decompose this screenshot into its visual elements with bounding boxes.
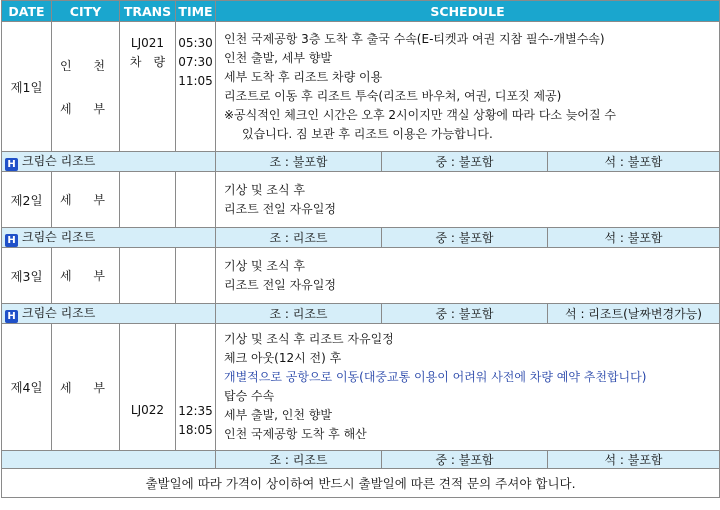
city-name	[52, 267, 119, 284]
trans-item: LJ022	[130, 403, 165, 417]
meal-breakfast: 조 : 불포함	[216, 152, 382, 172]
city-char: 인	[60, 58, 72, 73]
meal-breakfast: 조 : 리조트	[216, 304, 382, 324]
city-char: 부	[93, 193, 105, 207]
city-char: 세	[60, 101, 72, 116]
meal-breakfast: 조 : 리조트	[216, 451, 382, 469]
meal-lunch: 중 : 불포함	[382, 152, 548, 172]
day-row	[2, 248, 720, 304]
trans-item: 차 량	[129, 55, 166, 69]
trans-cell	[120, 22, 176, 152]
time-item: 12:35	[178, 404, 213, 418]
city-name	[52, 191, 119, 208]
schedule-cell	[216, 324, 720, 451]
hotel-icon: H	[5, 310, 18, 323]
day-row	[2, 22, 720, 152]
day-label: 제3일	[2, 248, 52, 304]
schedule-line: 세부 출발, 인천 향발	[224, 408, 332, 422]
city-char: 천	[93, 58, 105, 73]
trans-cell	[120, 248, 176, 304]
schedule-line: 인천 출발, 세부 향발	[224, 50, 332, 65]
schedule-cell	[216, 22, 720, 152]
day-row	[2, 172, 720, 228]
hotel-name: 크림슨 리조트	[22, 154, 96, 168]
time-cell	[176, 248, 216, 304]
header-time: TIME	[176, 1, 216, 22]
city-cell	[52, 172, 120, 228]
schedule-line: 기상 및 조식 후	[224, 182, 305, 197]
city-char: 부	[93, 269, 105, 283]
hotel-cell	[2, 228, 216, 248]
day-label: 제2일	[2, 172, 52, 228]
hotel-cell	[2, 451, 216, 469]
meal-dinner: 석 : 불포함	[548, 451, 720, 469]
header-trans: TRANS	[120, 1, 176, 22]
meal-dinner: 석 : 불포함	[548, 228, 720, 248]
hotel-name: 크림슨 리조트	[22, 230, 96, 244]
schedule-cell	[216, 172, 720, 228]
trans-cell	[120, 172, 176, 228]
hotel-icon: H	[5, 158, 18, 171]
city-cell	[52, 22, 120, 152]
time-item: 11:05	[178, 74, 213, 88]
day-label: 제1일	[2, 22, 52, 152]
city-char: 세	[60, 269, 72, 283]
schedule-line: 리조트 전일 자유일정	[224, 277, 336, 292]
meal-breakfast: 조 : 리조트	[216, 228, 382, 248]
trans-cell	[120, 324, 176, 451]
schedule-line: ※공식적인 체크인 시간은 오후 2시이지만 객실 상황에 따라 다소 늦어질 수	[224, 107, 617, 122]
city-char: 세	[60, 380, 72, 395]
footer-note: 출발일에 따라 가격이 상이하여 반드시 출발일에 따른 견적 문의 주셔야 합니다.	[2, 469, 720, 498]
city-cell	[52, 248, 120, 304]
itinerary-table	[1, 0, 720, 498]
hotel-meal-row	[2, 228, 720, 248]
meal-dinner: 석 : 리조트(날짜변경가능)	[548, 304, 720, 324]
city-cell	[52, 324, 120, 451]
hotel-meal-row	[2, 451, 720, 469]
schedule-line: 있습니다. 짐 보관 후 리조트 이용은 가능합니다.	[242, 126, 493, 141]
schedule-line: 기상 및 조식 후 리조트 자유일정	[224, 332, 394, 346]
time-item: 18:05	[178, 423, 213, 437]
time-item: 05:30	[178, 36, 213, 50]
hotel-cell	[2, 304, 216, 324]
meal-lunch: 중 : 불포함	[382, 228, 548, 248]
header-city: CITY	[52, 1, 120, 22]
day-row	[2, 324, 720, 451]
schedule-line: 체크 아웃(12시 전) 후	[224, 351, 342, 365]
schedule-line: 리조트로 이동 후 리조트 투숙(리조트 바우쳐, 여권, 디포짓 제공)	[224, 88, 562, 103]
hotel-icon: H	[5, 234, 18, 247]
schedule-line: 인천 국제공항 3층 도착 후 출국 수속(E-티켓과 여권 지참 필수-개별수속)	[224, 31, 605, 46]
hotel-meal-row	[2, 152, 720, 172]
schedule-line: 개별적으로 공항으로 이동(대중교통 이용이 어려워 사전에 차량 예약 추천합니다)	[224, 370, 647, 384]
city-char: 부	[93, 380, 105, 395]
city-name	[52, 57, 119, 74]
hotel-cell	[2, 152, 216, 172]
schedule-cell	[216, 248, 720, 304]
time-cell	[176, 22, 216, 152]
header-schedule: SCHEDULE	[216, 1, 720, 22]
footer-row	[2, 469, 720, 498]
time-item: 07:30	[178, 55, 213, 69]
city-char: 부	[93, 101, 105, 116]
schedule-line: 탑승 수속	[224, 389, 275, 403]
header-date: DATE	[2, 1, 52, 22]
city-char: 세	[60, 193, 72, 207]
schedule-line: 리조트 전일 자유일정	[224, 201, 336, 216]
schedule-line: 인천 국제공항 도착 후 해산	[224, 427, 367, 441]
schedule-line: 기상 및 조식 후	[224, 258, 305, 273]
city-name	[52, 100, 119, 117]
meal-dinner: 석 : 불포함	[548, 152, 720, 172]
city-name	[52, 379, 119, 396]
trans-item: LJ021	[130, 36, 165, 50]
hotel-meal-row	[2, 304, 720, 324]
time-cell	[176, 324, 216, 451]
schedule-line: 세부 도착 후 리조트 차량 이용	[224, 69, 383, 84]
day-label: 제4일	[2, 324, 52, 451]
itinerary-body	[2, 22, 720, 498]
meal-lunch: 중 : 불포함	[382, 304, 548, 324]
header-row	[2, 1, 720, 22]
time-cell	[176, 172, 216, 228]
hotel-name: 크림슨 리조트	[22, 306, 96, 320]
meal-lunch: 중 : 불포함	[382, 451, 548, 469]
